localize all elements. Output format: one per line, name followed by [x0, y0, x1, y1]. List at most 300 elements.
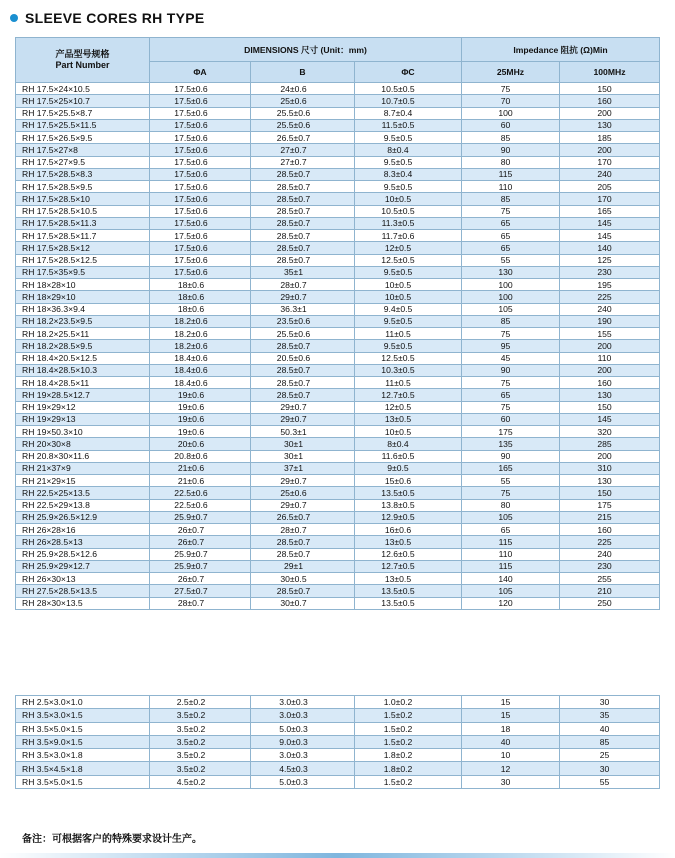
imp-25mhz-cell: 60 — [462, 119, 560, 131]
table-row — [16, 475, 660, 487]
dim-a-cell: 18±0.6 — [150, 291, 251, 303]
dim-b-cell: 28±0.7 — [251, 279, 355, 291]
part-number-cell: RH 17.5×27×9.5 — [16, 156, 150, 168]
imp-100mhz-cell: 210 — [560, 585, 660, 597]
part-number-cell: RH 19×29×12 — [16, 401, 150, 413]
dim-a-cell: 17.5±0.6 — [150, 266, 251, 278]
table-row — [16, 168, 660, 180]
imp-100mhz-cell: 195 — [560, 279, 660, 291]
imp-100mhz-cell: 175 — [560, 499, 660, 511]
dim-b-cell: 28.5±0.7 — [251, 585, 355, 597]
imp-100mhz-cell: 55 — [560, 775, 660, 788]
dim-b-cell: 5.0±0.3 — [251, 722, 355, 735]
table-row — [16, 377, 660, 389]
imp-100mhz-cell: 170 — [560, 156, 660, 168]
part-number-cell: RH 21×37×9 — [16, 462, 150, 474]
table-row — [16, 205, 660, 217]
dim-a-cell: 17.5±0.6 — [150, 254, 251, 266]
imp-25mhz-cell: 80 — [462, 499, 560, 511]
part-number-cell: RH 19×28.5×12.7 — [16, 389, 150, 401]
dim-a-cell: 22.5±0.6 — [150, 487, 251, 499]
imp-100mhz-cell: 200 — [560, 144, 660, 156]
dim-c-cell: 13±0.5 — [355, 413, 462, 425]
dim-b-cell: 26.5±0.7 — [251, 511, 355, 523]
imp-100mhz-cell: 150 — [560, 401, 660, 413]
imp-25mhz-cell: 115 — [462, 560, 560, 572]
dim-a-cell: 17.5±0.6 — [150, 181, 251, 193]
table-row — [16, 413, 660, 425]
dim-b-cell: 5.0±0.3 — [251, 775, 355, 788]
imp-25mhz-cell: 65 — [462, 230, 560, 242]
imp-100mhz-cell: 155 — [560, 328, 660, 340]
col-header-c: ΦC — [355, 62, 462, 83]
imp-25mhz-cell: 100 — [462, 291, 560, 303]
dim-c-cell: 13±0.5 — [355, 573, 462, 585]
part-number-cell: RH 17.5×25.5×11.5 — [16, 119, 150, 131]
part-number-cell: RH 17.5×28.5×11.7 — [16, 230, 150, 242]
part-number-cell: RH 27.5×28.5×13.5 — [16, 585, 150, 597]
table-row — [16, 499, 660, 511]
dim-b-cell: 30±1 — [251, 438, 355, 450]
dim-c-cell: 12.5±0.5 — [355, 254, 462, 266]
part-number-cell: RH 3.5×3.0×1.5 — [16, 709, 150, 722]
part-number-cell: RH 20×30×8 — [16, 438, 150, 450]
dim-b-cell: 37±1 — [251, 462, 355, 474]
imp-25mhz-cell: 130 — [462, 266, 560, 278]
dim-a-cell: 28±0.7 — [150, 597, 251, 609]
dim-a-cell: 27.5±0.7 — [150, 585, 251, 597]
table-row — [16, 242, 660, 254]
part-number-cell: RH 18×36.3×9.4 — [16, 303, 150, 315]
dim-a-cell: 17.5±0.6 — [150, 168, 251, 180]
dim-a-cell: 4.5±0.2 — [150, 775, 251, 788]
dim-c-cell: 10±0.5 — [355, 279, 462, 291]
dim-a-cell: 17.5±0.6 — [150, 119, 251, 131]
imp-25mhz-cell: 75 — [462, 328, 560, 340]
part-number-cell: RH 17.5×28.5×9.5 — [16, 181, 150, 193]
imp-25mhz-cell: 140 — [462, 573, 560, 585]
imp-100mhz-cell: 205 — [560, 181, 660, 193]
table-row — [16, 95, 660, 107]
dim-c-cell: 1.5±0.2 — [355, 735, 462, 748]
part-number-cell: RH 17.5×28.5×10.5 — [16, 205, 150, 217]
imp-25mhz-cell: 55 — [462, 254, 560, 266]
imp-100mhz-cell: 215 — [560, 511, 660, 523]
dim-a-cell: 18.4±0.6 — [150, 377, 251, 389]
dim-a-cell: 17.5±0.6 — [150, 107, 251, 119]
part-number-cell: RH 18.4×20.5×12.5 — [16, 352, 150, 364]
imp-100mhz-cell: 285 — [560, 438, 660, 450]
part-number-cell: RH 3.5×3.0×1.8 — [16, 749, 150, 762]
imp-100mhz-cell: 160 — [560, 524, 660, 536]
imp-25mhz-cell: 75 — [462, 205, 560, 217]
imp-100mhz-cell: 225 — [560, 291, 660, 303]
dim-c-cell: 1.0±0.2 — [355, 696, 462, 709]
imp-25mhz-cell: 115 — [462, 536, 560, 548]
dim-a-cell: 20.8±0.6 — [150, 450, 251, 462]
dim-a-cell: 17.5±0.6 — [150, 193, 251, 205]
dim-b-cell: 29±0.7 — [251, 413, 355, 425]
imp-100mhz-cell: 170 — [560, 193, 660, 205]
dim-b-cell: 27±0.7 — [251, 144, 355, 156]
imp-100mhz-cell: 230 — [560, 266, 660, 278]
dim-c-cell: 10.5±0.5 — [355, 205, 462, 217]
imp-25mhz-cell: 75 — [462, 377, 560, 389]
dim-b-cell: 28.5±0.7 — [251, 254, 355, 266]
imp-25mhz-cell: 65 — [462, 524, 560, 536]
imp-100mhz-cell: 30 — [560, 762, 660, 775]
table-row — [16, 511, 660, 523]
imp-25mhz-cell: 85 — [462, 315, 560, 327]
dim-c-cell: 12.7±0.5 — [355, 560, 462, 572]
table-row — [16, 438, 660, 450]
imp-100mhz-cell: 130 — [560, 389, 660, 401]
imp-25mhz-cell: 110 — [462, 548, 560, 560]
dim-a-cell: 25.9±0.7 — [150, 560, 251, 572]
imp-100mhz-cell: 40 — [560, 722, 660, 735]
imp-25mhz-cell: 65 — [462, 389, 560, 401]
dim-c-cell: 11.6±0.5 — [355, 450, 462, 462]
dim-a-cell: 17.5±0.6 — [150, 217, 251, 229]
table-row — [16, 548, 660, 560]
dim-a-cell: 3.5±0.2 — [150, 749, 251, 762]
imp-100mhz-cell: 140 — [560, 242, 660, 254]
part-number-header — [16, 38, 150, 83]
imp-25mhz-cell: 105 — [462, 511, 560, 523]
part-number-cell: RH 17.5×28.5×12.5 — [16, 254, 150, 266]
footer-bar — [0, 853, 675, 858]
dim-c-cell: 13.8±0.5 — [355, 499, 462, 511]
imp-25mhz-cell: 60 — [462, 413, 560, 425]
imp-25mhz-cell: 55 — [462, 475, 560, 487]
dim-b-cell: 28.5±0.7 — [251, 193, 355, 205]
imp-100mhz-cell: 160 — [560, 377, 660, 389]
dim-c-cell: 15±0.6 — [355, 475, 462, 487]
dim-a-cell: 25.9±0.7 — [150, 548, 251, 560]
part-number-cell: RH 17.5×28.5×8.3 — [16, 168, 150, 180]
dim-b-cell: 35±1 — [251, 266, 355, 278]
dim-b-cell: 28.5±0.7 — [251, 389, 355, 401]
imp-25mhz-cell: 75 — [462, 83, 560, 95]
imp-100mhz-cell: 25 — [560, 749, 660, 762]
table-row — [16, 230, 660, 242]
imp-100mhz-cell: 145 — [560, 413, 660, 425]
dim-c-cell: 1.5±0.2 — [355, 722, 462, 735]
dim-c-cell: 9.5±0.5 — [355, 181, 462, 193]
imp-25mhz-cell: 115 — [462, 168, 560, 180]
dim-a-cell: 3.5±0.2 — [150, 709, 251, 722]
imp-100mhz-cell: 125 — [560, 254, 660, 266]
dim-c-cell: 10.7±0.5 — [355, 95, 462, 107]
dim-a-cell: 26±0.7 — [150, 524, 251, 536]
dim-b-cell: 29±0.7 — [251, 291, 355, 303]
part-number-cell: RH 17.5×25.5×8.7 — [16, 107, 150, 119]
table-row — [16, 156, 660, 168]
part-number-cell: RH 26×30×13 — [16, 573, 150, 585]
dim-b-cell: 28.5±0.7 — [251, 536, 355, 548]
imp-25mhz-cell: 75 — [462, 401, 560, 413]
part-number-cell: RH 17.5×28.5×11.3 — [16, 217, 150, 229]
imp-25mhz-cell: 110 — [462, 181, 560, 193]
table-row — [16, 696, 660, 709]
part-number-cell: RH 25.9×29×12.7 — [16, 560, 150, 572]
dim-b-cell: 27±0.7 — [251, 156, 355, 168]
small-cores-table — [15, 695, 660, 789]
dim-b-cell: 29±1 — [251, 560, 355, 572]
dim-a-cell: 26±0.7 — [150, 573, 251, 585]
dim-a-cell: 19±0.6 — [150, 426, 251, 438]
table-row — [16, 364, 660, 376]
part-number-cell: RH 26×28.5×13 — [16, 536, 150, 548]
imp-25mhz-cell: 165 — [462, 462, 560, 474]
dim-a-cell: 17.5±0.6 — [150, 156, 251, 168]
table-row — [16, 401, 660, 413]
table-row — [16, 573, 660, 585]
table-row — [16, 487, 660, 499]
table-row — [16, 291, 660, 303]
dim-c-cell: 10±0.5 — [355, 426, 462, 438]
imp-25mhz-cell: 15 — [462, 696, 560, 709]
dim-c-cell: 9.5±0.5 — [355, 266, 462, 278]
dim-a-cell: 22.5±0.6 — [150, 499, 251, 511]
imp-100mhz-cell: 200 — [560, 364, 660, 376]
dim-b-cell: 25±0.6 — [251, 487, 355, 499]
part-number-cell: RH 17.5×27×8 — [16, 144, 150, 156]
main-table-body — [16, 83, 660, 610]
imp-100mhz-cell: 190 — [560, 315, 660, 327]
imp-100mhz-cell: 250 — [560, 597, 660, 609]
dim-a-cell: 3.5±0.2 — [150, 762, 251, 775]
dim-c-cell: 9.5±0.5 — [355, 156, 462, 168]
dim-b-cell: 50.3±1 — [251, 426, 355, 438]
bullet-dot-icon — [10, 14, 18, 22]
imp-25mhz-cell: 90 — [462, 144, 560, 156]
dim-a-cell: 21±0.6 — [150, 462, 251, 474]
dim-a-cell: 18.4±0.6 — [150, 364, 251, 376]
imp-25mhz-cell: 105 — [462, 585, 560, 597]
table-row — [16, 749, 660, 762]
dim-b-cell: 28.5±0.7 — [251, 217, 355, 229]
imp-100mhz-cell: 200 — [560, 107, 660, 119]
dim-a-cell: 17.5±0.6 — [150, 144, 251, 156]
imp-100mhz-cell: 145 — [560, 230, 660, 242]
dim-c-cell: 1.8±0.2 — [355, 762, 462, 775]
imp-25mhz-cell: 12 — [462, 762, 560, 775]
part-number-header-en: Part Number — [55, 60, 110, 70]
dim-a-cell: 21±0.6 — [150, 475, 251, 487]
table-row — [16, 426, 660, 438]
dim-b-cell: 3.0±0.3 — [251, 696, 355, 709]
dim-a-cell: 19±0.6 — [150, 401, 251, 413]
imp-25mhz-cell: 80 — [462, 156, 560, 168]
dim-b-cell: 25±0.6 — [251, 95, 355, 107]
table-row — [16, 762, 660, 775]
dim-b-cell: 28.5±0.7 — [251, 340, 355, 352]
part-number-cell: RH 26×28×16 — [16, 524, 150, 536]
imp-25mhz-cell: 100 — [462, 107, 560, 119]
imp-25mhz-cell: 90 — [462, 364, 560, 376]
dim-a-cell: 18±0.6 — [150, 279, 251, 291]
imp-25mhz-cell: 85 — [462, 132, 560, 144]
table-row — [16, 254, 660, 266]
part-number-cell: RH 19×29×13 — [16, 413, 150, 425]
imp-100mhz-cell: 225 — [560, 536, 660, 548]
table-row — [16, 560, 660, 572]
part-number-cell: RH 17.5×28.5×12 — [16, 242, 150, 254]
dim-a-cell: 20±0.6 — [150, 438, 251, 450]
imp-25mhz-cell: 65 — [462, 217, 560, 229]
dim-b-cell: 28.5±0.7 — [251, 168, 355, 180]
part-number-cell: RH 18.4×28.5×11 — [16, 377, 150, 389]
col-header-100mhz: 100MHz — [560, 62, 660, 83]
imp-25mhz-cell: 15 — [462, 709, 560, 722]
table-row — [16, 585, 660, 597]
dim-c-cell: 13.5±0.5 — [355, 487, 462, 499]
imp-25mhz-cell: 95 — [462, 340, 560, 352]
dim-a-cell: 19±0.6 — [150, 413, 251, 425]
part-number-cell: RH 25.9×26.5×12.9 — [16, 511, 150, 523]
part-number-cell: RH 18×29×10 — [16, 291, 150, 303]
dim-b-cell: 36.3±1 — [251, 303, 355, 315]
dim-c-cell: 11.7±0.6 — [355, 230, 462, 242]
dim-b-cell: 29±0.7 — [251, 401, 355, 413]
table-row — [16, 462, 660, 474]
table-row — [16, 722, 660, 735]
dim-b-cell: 25.5±0.6 — [251, 328, 355, 340]
imp-100mhz-cell: 35 — [560, 709, 660, 722]
page-title: SLEEVE CORES RH TYPE — [25, 10, 205, 26]
dim-a-cell: 17.5±0.6 — [150, 230, 251, 242]
imp-100mhz-cell: 30 — [560, 696, 660, 709]
imp-100mhz-cell: 130 — [560, 119, 660, 131]
table-row — [16, 107, 660, 119]
dim-a-cell: 18.4±0.6 — [150, 352, 251, 364]
part-number-cell: RH 17.5×28.5×10 — [16, 193, 150, 205]
imp-100mhz-cell: 85 — [560, 735, 660, 748]
imp-100mhz-cell: 200 — [560, 450, 660, 462]
dim-c-cell: 8.3±0.4 — [355, 168, 462, 180]
dim-b-cell: 3.0±0.3 — [251, 749, 355, 762]
dim-c-cell: 13±0.5 — [355, 536, 462, 548]
table-row — [16, 132, 660, 144]
table-row — [16, 315, 660, 327]
imp-100mhz-cell: 165 — [560, 205, 660, 217]
dim-c-cell: 10.3±0.5 — [355, 364, 462, 376]
dim-c-cell: 9.5±0.5 — [355, 315, 462, 327]
dim-c-cell: 12.7±0.5 — [355, 389, 462, 401]
imp-25mhz-cell: 65 — [462, 242, 560, 254]
part-number-cell: RH 22.5×25×13.5 — [16, 487, 150, 499]
table-row — [16, 735, 660, 748]
imp-25mhz-cell: 100 — [462, 279, 560, 291]
imp-100mhz-cell: 150 — [560, 83, 660, 95]
part-number-cell: RH 3.5×9.0×1.5 — [16, 735, 150, 748]
dim-c-cell: 12.9±0.5 — [355, 511, 462, 523]
dim-c-cell: 1.5±0.2 — [355, 709, 462, 722]
dim-a-cell: 17.5±0.6 — [150, 242, 251, 254]
imp-100mhz-cell: 240 — [560, 168, 660, 180]
imp-25mhz-cell: 175 — [462, 426, 560, 438]
dim-c-cell: 16±0.6 — [355, 524, 462, 536]
dim-c-cell: 12±0.5 — [355, 242, 462, 254]
part-number-cell: RH 17.5×26.5×9.5 — [16, 132, 150, 144]
dim-b-cell: 28±0.7 — [251, 524, 355, 536]
table-row — [16, 536, 660, 548]
dim-b-cell: 28.5±0.7 — [251, 181, 355, 193]
dimensions-header: DIMENSIONS 尺寸 (Unit：mm) — [150, 38, 462, 62]
dim-c-cell: 13.5±0.5 — [355, 585, 462, 597]
dim-c-cell: 11±0.5 — [355, 377, 462, 389]
dim-c-cell: 9.4±0.5 — [355, 303, 462, 315]
dim-b-cell: 30±1 — [251, 450, 355, 462]
dim-a-cell: 2.5±0.2 — [150, 696, 251, 709]
imp-25mhz-cell: 18 — [462, 722, 560, 735]
dim-c-cell: 13.5±0.5 — [355, 597, 462, 609]
part-number-cell: RH 22.5×29×13.8 — [16, 499, 150, 511]
imp-25mhz-cell: 70 — [462, 95, 560, 107]
part-number-cell: RH 3.5×5.0×1.5 — [16, 775, 150, 788]
dim-b-cell: 30±0.7 — [251, 597, 355, 609]
table-row — [16, 144, 660, 156]
part-number-cell: RH 28×30×13.5 — [16, 597, 150, 609]
dim-b-cell: 26.5±0.7 — [251, 132, 355, 144]
dim-c-cell: 9±0.5 — [355, 462, 462, 474]
dim-c-cell: 12.6±0.5 — [355, 548, 462, 560]
imp-100mhz-cell: 230 — [560, 560, 660, 572]
part-number-cell: RH 2.5×3.0×1.0 — [16, 696, 150, 709]
table-row — [16, 181, 660, 193]
sleeve-cores-table — [15, 37, 660, 610]
dim-b-cell: 9.0±0.3 — [251, 735, 355, 748]
imp-25mhz-cell: 30 — [462, 775, 560, 788]
part-number-cell: RH 18.2×23.5×9.5 — [16, 315, 150, 327]
dim-c-cell: 12±0.5 — [355, 401, 462, 413]
table-row — [16, 450, 660, 462]
dim-b-cell: 29±0.7 — [251, 475, 355, 487]
dim-c-cell: 8±0.4 — [355, 144, 462, 156]
part-number-cell: RH 17.5×24×10.5 — [16, 83, 150, 95]
dim-b-cell: 4.5±0.3 — [251, 762, 355, 775]
part-number-cell: RH 18×28×10 — [16, 279, 150, 291]
small-table-body — [16, 696, 660, 789]
dim-a-cell: 19±0.6 — [150, 389, 251, 401]
col-header-25mhz: 25MHz — [462, 62, 560, 83]
part-number-cell: RH 17.5×35×9.5 — [16, 266, 150, 278]
dim-b-cell: 29±0.7 — [251, 499, 355, 511]
part-number-cell: RH 20.8×30×11.6 — [16, 450, 150, 462]
dim-c-cell: 9.5±0.5 — [355, 340, 462, 352]
table-row — [16, 775, 660, 788]
dim-c-cell: 10.5±0.5 — [355, 83, 462, 95]
dim-b-cell: 20.5±0.6 — [251, 352, 355, 364]
imp-100mhz-cell: 160 — [560, 95, 660, 107]
dim-b-cell: 24±0.6 — [251, 83, 355, 95]
table-row — [16, 217, 660, 229]
dim-c-cell: 12.5±0.5 — [355, 352, 462, 364]
title-row — [10, 9, 204, 27]
table-row — [16, 266, 660, 278]
table-row — [16, 389, 660, 401]
imp-25mhz-cell: 10 — [462, 749, 560, 762]
part-number-cell: RH 18.4×28.5×10.3 — [16, 364, 150, 376]
imp-100mhz-cell: 240 — [560, 548, 660, 560]
dim-b-cell: 28.5±0.7 — [251, 242, 355, 254]
imp-25mhz-cell: 105 — [462, 303, 560, 315]
imp-100mhz-cell: 145 — [560, 217, 660, 229]
dim-a-cell: 25.9±0.7 — [150, 511, 251, 523]
table-row — [16, 524, 660, 536]
imp-25mhz-cell: 90 — [462, 450, 560, 462]
